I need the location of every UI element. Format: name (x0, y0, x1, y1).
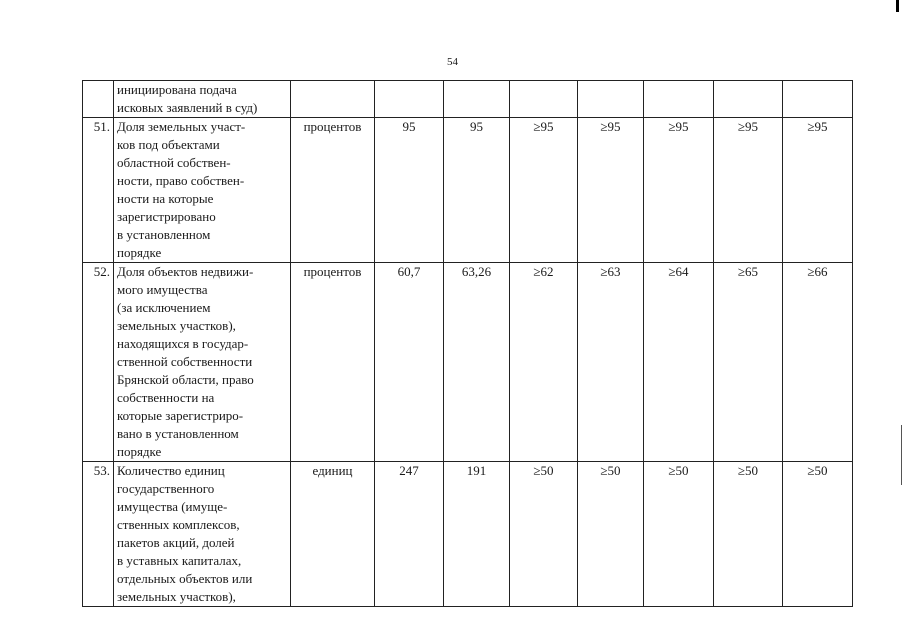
unit-cell: единиц (291, 462, 375, 607)
table-body (83, 81, 853, 607)
value-cell: ≥50 (578, 462, 644, 607)
indicator-name-text: Доля объектов недвижи- мого имущества (за исключением земельных участков), находящихся в государ- ственной собственности Брянской области, право собственности на которые зарегистриро- вано в установленном порядке (117, 264, 254, 459)
value-cell: ≥65 (714, 263, 783, 462)
value-cell: ≥50 (644, 462, 714, 607)
value-cell (510, 81, 578, 118)
indicators-table (82, 80, 853, 607)
value-cell: 95 (375, 118, 444, 263)
value-cell: ≥95 (510, 118, 578, 263)
value-cell (578, 81, 644, 118)
value-cell: 60,7 (375, 263, 444, 462)
table-row (83, 81, 853, 118)
value-cell (783, 81, 853, 118)
value-cell: ≥95 (644, 118, 714, 263)
value-cell (444, 81, 510, 118)
indicator-name-text: инициирована подача исковых заявлений в суд) (117, 82, 258, 115)
indicator-name-text: Количество единиц государственного имущества (имуще- ственных комплексов, пакетов акций, долей в уставных капиталах, отдельных объектов или земельных участков), (117, 463, 253, 604)
value-cell (375, 81, 444, 118)
value-cell (714, 81, 783, 118)
value-cell: ≥50 (510, 462, 578, 607)
value-cell: ≥95 (783, 118, 853, 263)
value-cell: ≥95 (714, 118, 783, 263)
row-number-cell (83, 81, 114, 118)
value-cell: 95 (444, 118, 510, 263)
value-cell: ≥64 (644, 263, 714, 462)
unit-cell: процентов (291, 118, 375, 263)
scan-edge-mark (896, 0, 899, 12)
row-number-cell: 51. (83, 118, 114, 263)
indicator-name-text: Доля земельных участ- ков под объектами областной собствен- ности, право собствен- ности на которые зарегистрировано в установленном порядке (117, 119, 246, 260)
value-cell: ≥50 (783, 462, 853, 607)
row-number-cell: 52. (83, 263, 114, 462)
value-cell: 63,26 (444, 263, 510, 462)
scan-edge-line (901, 425, 902, 485)
indicator-name-cell (114, 81, 291, 118)
table-row (83, 118, 853, 263)
unit-cell: процентов (291, 263, 375, 462)
value-cell: ≥63 (578, 263, 644, 462)
table-row (83, 263, 853, 462)
value-cell: 191 (444, 462, 510, 607)
row-number-cell: 53. (83, 462, 114, 607)
table-row (83, 462, 853, 607)
indicator-name-cell (114, 462, 291, 607)
value-cell: 247 (375, 462, 444, 607)
indicator-name-cell (114, 263, 291, 462)
page-number: 54 (447, 56, 458, 68)
value-cell (644, 81, 714, 118)
indicator-name-cell (114, 118, 291, 263)
unit-cell (291, 81, 375, 118)
value-cell: ≥62 (510, 263, 578, 462)
value-cell: ≥95 (578, 118, 644, 263)
value-cell: ≥66 (783, 263, 853, 462)
value-cell: ≥50 (714, 462, 783, 607)
